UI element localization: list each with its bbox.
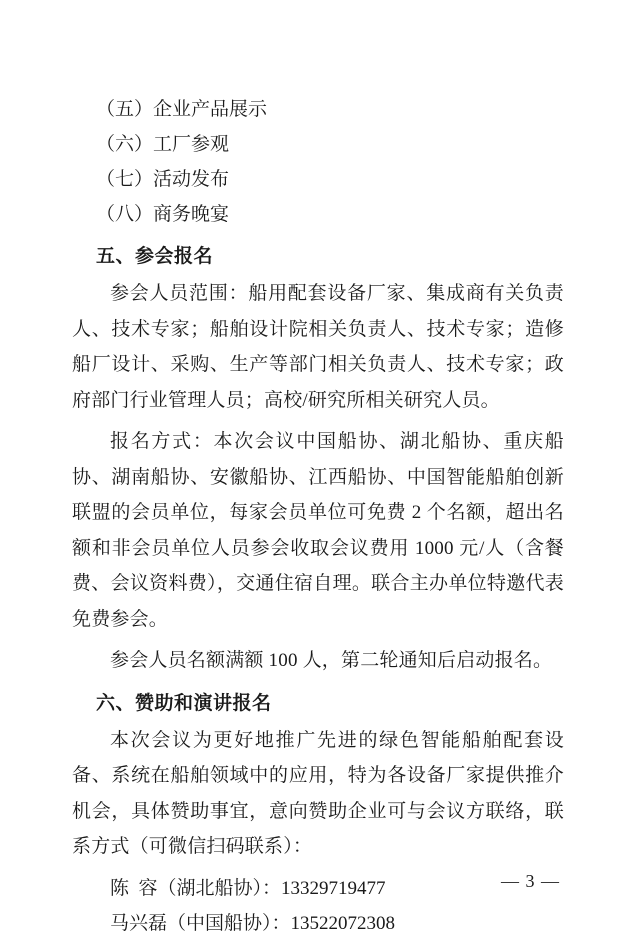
- document-body: [72, 92, 564, 940]
- list-item: （八）商务晚宴: [96, 204, 230, 225]
- section-five-paragraph-2: 报名方式：本次会议中国船协、湖北船协、重庆船协、湖南船协、安徽船协、江西船协、中国智能船舶创新联盟的会员单位，每家会员单位可免费 2 个名额，超出名额和非会员单位人员参会收取会议费用 1000 元/人（含餐费、会议资料费），交通住宿自理。联合主办单位特邀代表免费参会。: [72, 431, 564, 630]
- section-heading-six: 六、赞助和演讲报名: [96, 692, 272, 714]
- section-six-paragraph-1: 本次会议为更好地推广先进的绿色智能船舶配套设备、系统在船舶领域中的应用，特为各设备厂家提供推介机会，具体赞助事宜，意向赞助企业可与会议方联络，联系方式（可微信扫码联系）：: [72, 729, 564, 857]
- contact-line: 马兴磊（中国船协）：13522072308: [110, 913, 396, 934]
- contact-line: 陈 容（湖北船协）：13329719477: [110, 877, 386, 899]
- section-five-paragraph-3: 参会人员名额满额 100 人，第二轮通知后启动报名。: [110, 650, 553, 671]
- section-five-paragraph-1: 参会人员范围：船用配套设备厂家、集成商有关负责人、技术专家；船舶设计院相关负责人、技术专家；造修船厂设计、采购、生产等部门相关负责人、技术专家；政府部门行业管理人员；高校/研究所相关研究人员。: [72, 283, 564, 411]
- list-item: （六）工厂参观: [96, 134, 230, 155]
- list-item: （七）活动发布: [96, 169, 230, 190]
- section-heading-five: 五、参会报名: [96, 246, 214, 267]
- list-item: （五）企业产品展示: [96, 99, 268, 120]
- page-number: — 3 —: [501, 871, 560, 891]
